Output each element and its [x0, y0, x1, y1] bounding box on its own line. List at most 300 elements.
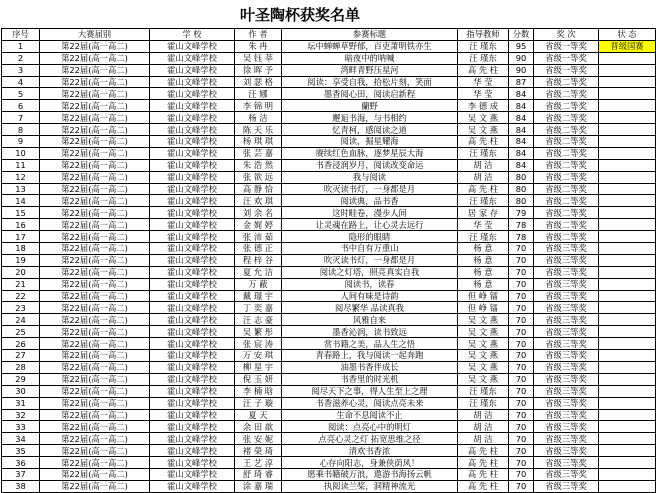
cell-index: 7 [2, 112, 40, 124]
cell-school: 霍山文峰学校 [150, 397, 235, 409]
cell-author: 吴 繁 彤 [235, 326, 282, 338]
cell-score: 70 [509, 385, 534, 397]
cell-advisor: 杨 意 [458, 243, 509, 255]
cell-index: 22 [2, 290, 40, 302]
cell-author: 倪 玉 妍 [235, 373, 282, 385]
table-row [2, 421, 656, 433]
cell-advisor: 汪 瑾东 [458, 147, 509, 159]
cell-author: 张 德 正 [235, 243, 282, 255]
cell-status [599, 52, 656, 64]
cell-entry-title: 阅读：享受自我，拾松片刻，笑面 [282, 76, 458, 88]
cell-advisor: 汪 瑾东 [458, 52, 509, 64]
cell-session: 第22届(高一高二) [40, 100, 150, 112]
cell-index: 10 [2, 147, 40, 159]
cell-advisor: 胡 洁 [458, 171, 509, 183]
cell-school: 霍山文峰学校 [150, 278, 235, 290]
cell-index: 1 [2, 40, 40, 52]
cell-index: 31 [2, 397, 40, 409]
cell-award: 省级二等奖 [534, 159, 599, 171]
table-row [2, 183, 656, 195]
cell-score: 70 [509, 350, 534, 362]
cell-entry-title: 执阅读兰桨，洞精神流光 [282, 480, 458, 492]
cell-advisor: 居 家 存 [458, 207, 509, 219]
cell-author: 汪 子 璇 [235, 397, 282, 409]
table-row [2, 147, 656, 159]
document-title: 叶圣陶杯获奖名单 [239, 6, 360, 24]
cell-index: 30 [2, 385, 40, 397]
table-row [2, 290, 656, 302]
cell-score: 70 [509, 254, 534, 266]
cell-school: 霍山文峰学校 [150, 219, 235, 231]
cell-index: 19 [2, 254, 40, 266]
cell-status [599, 254, 656, 266]
cell-entry-title: 湾畔青野压星河 [282, 64, 458, 76]
cell-score: 78 [509, 219, 534, 231]
cell-score: 78 [509, 231, 534, 243]
table-row [2, 64, 656, 76]
cell-score: 70 [509, 290, 534, 302]
cell-session: 第22届(高一高二) [40, 433, 150, 445]
cell-school: 霍山文峰学校 [150, 373, 235, 385]
cell-entry-title: 阅读，掘星耀海 [282, 136, 458, 148]
cell-status [599, 480, 656, 492]
cell-award: 省级三等奖 [534, 480, 599, 492]
cell-school: 霍山文峰学校 [150, 266, 235, 278]
cell-author: 戴 璟 宇 [235, 290, 282, 302]
cell-school: 霍山文峰学校 [150, 457, 235, 469]
cell-school: 霍山文峰学校 [150, 421, 235, 433]
cell-session: 第22届(高一高二) [40, 207, 150, 219]
cell-index: 20 [2, 266, 40, 278]
cell-session: 第22届(高一高二) [40, 457, 150, 469]
cell-index: 35 [2, 445, 40, 457]
cell-school: 霍山文峰学校 [150, 433, 235, 445]
table-row [2, 480, 656, 492]
table-row [2, 457, 656, 469]
header-cell-entry-title: 参赛标题 [282, 29, 458, 41]
cell-score: 70 [509, 421, 534, 433]
table-row [2, 361, 656, 373]
cell-advisor: 杨 意 [458, 278, 509, 290]
cell-award: 省级三等奖 [534, 433, 599, 445]
cell-entry-title: 墨香阅心田，阅读启新程 [282, 88, 458, 100]
cell-award: 省级三等奖 [534, 397, 599, 409]
cell-advisor: 胡 洁 [458, 159, 509, 171]
table-row [2, 278, 656, 290]
cell-author: 张 芸 嘉 [235, 147, 282, 159]
cell-status [599, 207, 656, 219]
table-row [2, 219, 656, 231]
cell-session: 第22届(高一高二) [40, 112, 150, 124]
cell-index: 29 [2, 373, 40, 385]
cell-school: 霍山文峰学校 [150, 64, 235, 76]
cell-school: 霍山文峰学校 [150, 290, 235, 302]
cell-award: 省级一等奖 [534, 40, 599, 52]
cell-score: 70 [509, 266, 534, 278]
cell-school: 霍山文峰学校 [150, 385, 235, 397]
cell-school: 霍山文峰学校 [150, 338, 235, 350]
cell-author: 张 宸 涛 [235, 338, 282, 350]
table-row [2, 266, 656, 278]
cell-session: 第22届(高一高二) [40, 159, 150, 171]
cell-score: 84 [509, 147, 534, 159]
cell-award: 省级三等奖 [534, 326, 599, 338]
cell-author: 汪 欢 琪 [235, 195, 282, 207]
cell-status [599, 136, 656, 148]
cell-index: 12 [2, 171, 40, 183]
cell-award: 省级三等奖 [534, 361, 599, 373]
cell-award: 省级三等奖 [534, 290, 599, 302]
cell-author: 刘 瑟 格 [235, 76, 282, 88]
cell-status [599, 290, 656, 302]
cell-status [599, 219, 656, 231]
header-cell-status: 状 态 [599, 29, 656, 41]
cell-advisor: 杨 意 [458, 254, 509, 266]
cell-status [599, 409, 656, 421]
table-row [2, 468, 656, 480]
cell-session: 第22届(高一高二) [40, 397, 150, 409]
cell-award: 省级三等奖 [534, 338, 599, 350]
cell-score: 84 [509, 88, 534, 100]
table-row [2, 314, 656, 326]
cell-score: 84 [509, 112, 534, 124]
cell-status [599, 457, 656, 469]
cell-status [599, 266, 656, 278]
cell-entry-title: 阅读书，读春 [282, 278, 458, 290]
cell-session: 第22届(高一高二) [40, 64, 150, 76]
cell-author: 张 欲 远 [235, 171, 282, 183]
cell-author: 陈 天 乐 [235, 124, 282, 136]
cell-author: 吴 钰 莘 [235, 52, 282, 64]
table-row [2, 409, 656, 421]
cell-session: 第22届(高一高二) [40, 183, 150, 195]
table-row [2, 159, 656, 171]
cell-advisor: 高 先 柱 [458, 457, 509, 469]
cell-school: 霍山文峰学校 [150, 112, 235, 124]
header-row [2, 29, 656, 41]
cell-index: 9 [2, 136, 40, 148]
cell-session: 第22届(高一高二) [40, 314, 150, 326]
cell-school: 霍山文峰学校 [150, 76, 235, 88]
cell-index: 28 [2, 361, 40, 373]
cell-school: 霍山文峰学校 [150, 124, 235, 136]
cell-status [599, 88, 656, 100]
cell-entry-title: 赓续红色血脉，逐梦星辰大海 [282, 147, 458, 159]
cell-session: 第22届(高一高二) [40, 52, 150, 64]
cell-advisor: 高 先 柱 [458, 468, 509, 480]
header-cell-score: 分数 [509, 29, 534, 41]
cell-advisor: 高 先 柱 [458, 183, 509, 195]
cell-entry-title: 生命不息阅读不止 [282, 409, 458, 421]
cell-award: 省级二等奖 [534, 100, 599, 112]
cell-school: 霍山文峰学校 [150, 100, 235, 112]
cell-entry-title: 忆青柯，感阅读之道 [282, 124, 458, 136]
cell-author: 涂 嘉 瑞 [235, 480, 282, 492]
cell-index: 37 [2, 468, 40, 480]
cell-award: 省级三等奖 [534, 302, 599, 314]
cell-status [599, 171, 656, 183]
cell-session: 第22届(高一高二) [40, 136, 150, 148]
cell-advisor: 但 峥 镭 [458, 302, 509, 314]
cell-session: 第22届(高一高二) [40, 147, 150, 159]
cell-advisor: 胡 洁 [458, 433, 509, 445]
cell-index: 23 [2, 302, 40, 314]
cell-advisor: 杨 意 [458, 266, 509, 278]
cell-session: 第22届(高一高二) [40, 278, 150, 290]
cell-status [599, 64, 656, 76]
cell-entry-title: 暗夜中的呐喊 [282, 52, 458, 64]
cell-session: 第22届(高一高二) [40, 266, 150, 278]
cell-index: 36 [2, 457, 40, 469]
cell-award: 省级三等奖 [534, 254, 599, 266]
cell-award: 省级一等奖 [534, 52, 599, 64]
cell-author: 程 梓 谷 [235, 254, 282, 266]
cell-author: 柳 星 宇 [235, 361, 282, 373]
cell-advisor: 华 莹 [458, 76, 509, 88]
cell-index: 18 [2, 243, 40, 255]
cell-author: 汪 娜 [235, 88, 282, 100]
cell-index: 33 [2, 421, 40, 433]
cell-session: 第22届(高一高二) [40, 219, 150, 231]
cell-award: 省级二等奖 [534, 112, 599, 124]
cell-index: 24 [2, 314, 40, 326]
cell-entry-title: 阅读典，品书香 [282, 195, 458, 207]
cell-index: 15 [2, 207, 40, 219]
cell-index: 16 [2, 219, 40, 231]
cell-session: 第22届(高一高二) [40, 88, 150, 100]
cell-advisor: 华 莹 [458, 88, 509, 100]
cell-advisor: 吴 文 燕 [458, 124, 509, 136]
cell-score: 90 [509, 52, 534, 64]
cell-session: 第22届(高一高二) [40, 40, 150, 52]
table-row [2, 195, 656, 207]
cell-advisor: 汪 瑾东 [458, 231, 509, 243]
cell-award: 省级三等奖 [534, 385, 599, 397]
cell-entry-title: 点亮心灵之灯 拓宽思维之径 [282, 433, 458, 445]
table-row [2, 40, 656, 52]
cell-status [599, 159, 656, 171]
cell-status [599, 361, 656, 373]
cell-advisor: 吴 文 燕 [458, 373, 509, 385]
cell-author: 余 田 歆 [235, 421, 282, 433]
cell-school: 霍山文峰学校 [150, 445, 235, 457]
cell-index: 14 [2, 195, 40, 207]
cell-status [599, 397, 656, 409]
cell-school: 霍山文峰学校 [150, 136, 235, 148]
cell-status [599, 468, 656, 480]
cell-author: 刘 余 名 [235, 207, 282, 219]
cell-entry-title: 书香浸润岁月，阅读改变命运 [282, 159, 458, 171]
cell-score: 70 [509, 278, 534, 290]
cell-award: 省级三等奖 [534, 445, 599, 457]
cell-session: 第22届(高一高二) [40, 361, 150, 373]
cell-entry-title: 蘭野 [282, 100, 458, 112]
header-cell-index: 序号 [2, 29, 40, 41]
cell-entry-title: 阅尽繁华 品读真我 [282, 302, 458, 314]
cell-school: 霍山文峰学校 [150, 183, 235, 195]
cell-author: 朱 冉 [235, 40, 282, 52]
cell-advisor: 高 先 柱 [458, 445, 509, 457]
cell-session: 第22届(高一高二) [40, 124, 150, 136]
cell-advisor: 汪 瑾东 [458, 195, 509, 207]
cell-school: 霍山文峰学校 [150, 159, 235, 171]
table-row [2, 171, 656, 183]
cell-school: 霍山文峰学校 [150, 480, 235, 492]
cell-status [599, 326, 656, 338]
table-row [2, 433, 656, 445]
cell-index: 11 [2, 159, 40, 171]
cell-index: 3 [2, 64, 40, 76]
cell-author: 夏 允 洁 [235, 266, 282, 278]
table-row [2, 350, 656, 362]
cell-advisor: 吴 文 燕 [458, 361, 509, 373]
cell-entry-title: 赏书籍之美，品人生之悟 [282, 338, 458, 350]
cell-school: 霍山文峰学校 [150, 195, 235, 207]
cell-score: 84 [509, 124, 534, 136]
cell-advisor: 汪 瑾东 [458, 40, 509, 52]
cell-score: 70 [509, 397, 534, 409]
header-cell-author: 作 者 [235, 29, 282, 41]
cell-score: 84 [509, 159, 534, 171]
cell-award: 省级二等奖 [534, 183, 599, 195]
cell-score: 90 [509, 64, 534, 76]
cell-author: 杨 琪 琪 [235, 136, 282, 148]
cell-score: 80 [509, 195, 534, 207]
cell-index: 4 [2, 76, 40, 88]
cell-award: 省级二等奖 [534, 136, 599, 148]
cell-award: 省级二等奖 [534, 171, 599, 183]
cell-session: 第22届(高一高二) [40, 302, 150, 314]
cell-session: 第22届(高一高二) [40, 338, 150, 350]
cell-index: 17 [2, 231, 40, 243]
table-row [2, 52, 656, 64]
cell-status [599, 183, 656, 195]
cell-school: 霍山文峰学校 [150, 40, 235, 52]
cell-award: 省级二等奖 [534, 76, 599, 88]
cell-index: 2 [2, 52, 40, 64]
table-row [2, 100, 656, 112]
cell-entry-title: 吹灭读书灯，一身都是月 [282, 254, 458, 266]
cell-score: 70 [509, 314, 534, 326]
cell-award: 省级三等奖 [534, 409, 599, 421]
cell-school: 霍山文峰学校 [150, 302, 235, 314]
cell-entry-title: 心存向阳志，身兼侠荫风！ [282, 457, 458, 469]
cell-status [599, 445, 656, 457]
cell-session: 第22届(高一高二) [40, 409, 150, 421]
cell-status [599, 421, 656, 433]
cell-session: 第22届(高一高二) [40, 350, 150, 362]
cell-status [599, 278, 656, 290]
cell-score: 84 [509, 100, 534, 112]
cell-index: 6 [2, 100, 40, 112]
table-row [2, 136, 656, 148]
cell-session: 第22届(高一高二) [40, 243, 150, 255]
cell-author: 丁 奕 嘉 [235, 302, 282, 314]
cell-school: 霍山文峰学校 [150, 243, 235, 255]
cell-school: 霍山文峰学校 [150, 326, 235, 338]
cell-score: 70 [509, 302, 534, 314]
cell-index: 38 [2, 480, 40, 492]
cell-session: 第22届(高一高二) [40, 195, 150, 207]
table-row [2, 88, 656, 100]
cell-session: 第22届(高一高二) [40, 421, 150, 433]
cell-status [599, 338, 656, 350]
cell-advisor: 吴 文 燕 [458, 338, 509, 350]
cell-award: 省级一等奖 [534, 64, 599, 76]
cell-award: 省级二等奖 [534, 195, 599, 207]
cell-score: 70 [509, 433, 534, 445]
cell-entry-title: 阅读之灯塔，照亮真实自我 [282, 266, 458, 278]
cell-entry-title: 油墨书香伴成长 [282, 361, 458, 373]
cell-award: 省级二等奖 [534, 147, 599, 159]
table-row [2, 124, 656, 136]
cell-advisor: 李 德 成 [458, 100, 509, 112]
cell-author: 舒 琦 睿 [235, 468, 282, 480]
cell-author: 高 静 恰 [235, 183, 282, 195]
awards-table [1, 28, 656, 493]
cell-index: 27 [2, 350, 40, 362]
cell-index: 32 [2, 409, 40, 421]
cell-entry-title: 邂逅书海，与书相约 [282, 112, 458, 124]
cell-advisor: 胡 洁 [458, 409, 509, 421]
cell-author: 李 锦 明 [235, 100, 282, 112]
cell-status [599, 195, 656, 207]
cell-author: 汪 志 豪 [235, 314, 282, 326]
cell-score: 79 [509, 207, 534, 219]
cell-status [599, 76, 656, 88]
cell-index: 21 [2, 278, 40, 290]
cell-award: 省级三等奖 [534, 421, 599, 433]
cell-entry-title: 书香滋养心灵，阅读点亮未来 [282, 397, 458, 409]
cell-entry-title: 人间有味是诗韵 [282, 290, 458, 302]
cell-entry-title: 坛中蝉蝉草野郁，百吏萧明铁亦生 [282, 40, 458, 52]
cell-entry-title: 书中自有万重山 [282, 243, 458, 255]
cell-advisor: 吴 文 燕 [458, 326, 509, 338]
cell-entry-title: 隐形的眼睛 [282, 231, 458, 243]
cell-advisor: 吴 文 燕 [458, 314, 509, 326]
cell-author: 杨 洁 [235, 112, 282, 124]
table-row [2, 112, 656, 124]
cell-status [599, 112, 656, 124]
cell-entry-title: 这时畦卷，漫步人间 [282, 207, 458, 219]
cell-advisor: 华 莹 [458, 219, 509, 231]
cell-school: 霍山文峰学校 [150, 147, 235, 159]
cell-author: 张 沛 茹 [235, 231, 282, 243]
table-row [2, 243, 656, 255]
cell-index: 34 [2, 433, 40, 445]
cell-status [599, 243, 656, 255]
cell-school: 霍山文峰学校 [150, 409, 235, 421]
cell-author: 夏 天 [235, 409, 282, 421]
cell-author: 王 艺 淳 [235, 457, 282, 469]
cell-author: 万 安 琪 [235, 350, 282, 362]
cell-index: 5 [2, 88, 40, 100]
cell-author: 徐 晖 予 [235, 64, 282, 76]
cell-status [599, 385, 656, 397]
cell-status [599, 433, 656, 445]
cell-session: 第22届(高一高二) [40, 445, 150, 457]
cell-status [599, 147, 656, 159]
cell-advisor: 高 先 柱 [458, 480, 509, 492]
cell-entry-title: 我与阅读 [282, 171, 458, 183]
cell-session: 第22届(高一高二) [40, 468, 150, 480]
cell-advisor: 高 先 柱 [458, 64, 509, 76]
cell-school: 霍山文峰学校 [150, 171, 235, 183]
cell-advisor: 汪 瑾东 [458, 385, 509, 397]
cell-index: 13 [2, 183, 40, 195]
cell-advisor: 胡 洁 [458, 421, 509, 433]
cell-award: 省级二等奖 [534, 207, 599, 219]
